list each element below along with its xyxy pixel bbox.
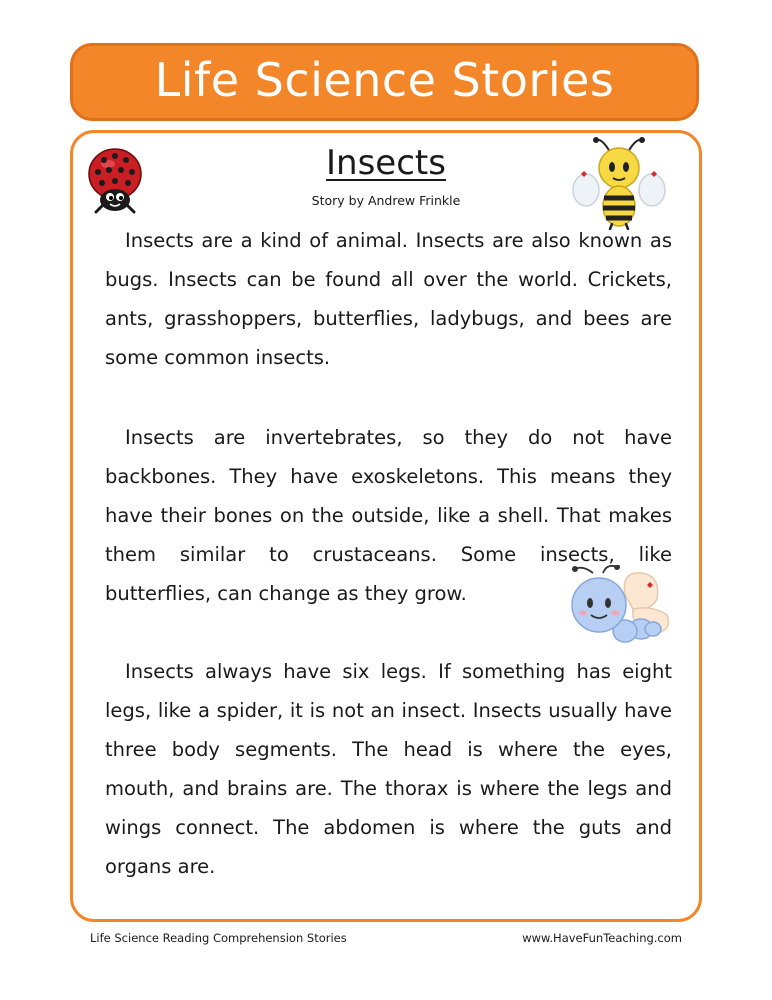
story-paragraph-1: Insects are a kind of animal. Insects are also known as bugs. Insects can be found all over the world. Crickets, ants, grasshoppers, butterflies, ladybugs, and bees are some common insects. xyxy=(105,229,672,369)
story-byline: Story by Andrew Frinkle xyxy=(311,193,461,208)
story-title: Insects xyxy=(326,143,446,183)
title-banner xyxy=(70,43,699,121)
footer-website: www.HaveFunTeaching.com xyxy=(522,931,682,945)
footer-series-title: Life Science Reading Comprehension Stories xyxy=(90,931,347,945)
story-paragraph-3: Insects always have six legs. If something has eight legs, like a spider, it is not an insect. Insects usually have three body segments. The head is where the eyes, mouth, and brains are. The thorax is where the legs and wings connect. The abdomen is where the guts and organs are. xyxy=(105,660,672,878)
banner-title: Life Science Stories xyxy=(154,53,615,107)
story-paragraph-2: Insects are invertebrates, so they do not have backbones. They have exoskeletons. This means they have their bones on the outside, like a shell. That makes them similar to crustaceans. Some insects, like butterflies, can change as they grow. xyxy=(105,426,672,605)
